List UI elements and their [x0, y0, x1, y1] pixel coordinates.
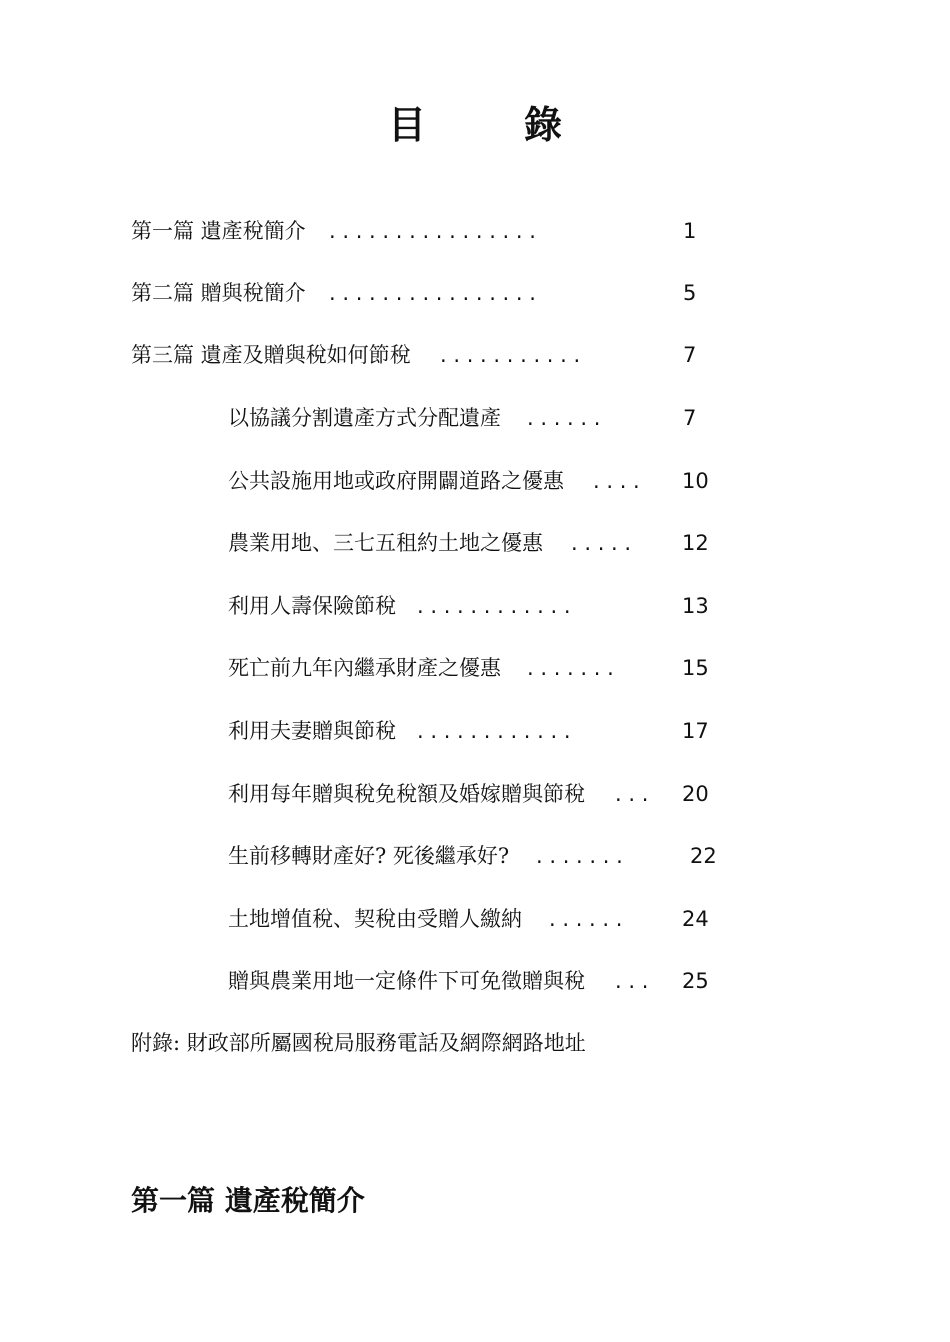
toc-entry[interactable]	[131, 216, 731, 246]
toc-entry-label: 利用每年贈與稅免稅額及婚嫁贈與節稅	[228, 782, 585, 806]
toc-entry-page: 12	[682, 531, 709, 555]
toc-entry-leader: . . . . . . . . . . . . . . . .	[329, 281, 536, 305]
toc-entry-label: 生前移轉財產好? 死後繼承好?	[228, 844, 510, 868]
toc-entry[interactable]	[228, 841, 728, 871]
toc-entry-leader: . . . .	[593, 469, 640, 493]
toc-entry-label: 利用夫妻贈與節稅	[228, 719, 396, 743]
toc-entry-leader: . . . . .	[571, 531, 632, 555]
toc-entry-page: 17	[682, 719, 709, 743]
toc-entry-label: 農業用地、三七五租約土地之優惠	[228, 531, 543, 555]
toc-entry-leader: . . . . . . . . . . . .	[417, 594, 571, 618]
toc-entry-label: 利用人壽保險節稅	[228, 594, 396, 618]
toc-entry[interactable]	[228, 966, 728, 996]
appendix-entry[interactable]: 附錄: 財政部所屬國稅局服務電話及網際網路地址	[131, 1031, 586, 1055]
toc-entry-leader: . . . . . . .	[527, 656, 614, 680]
toc-entry-leader: . . . . . . . . . . . . . . . .	[329, 219, 536, 243]
toc-entry[interactable]	[228, 591, 728, 621]
toc-entry-page: 10	[682, 469, 709, 493]
toc-entry-label: 第三篇 遺產及贈與稅如何節稅	[131, 343, 411, 367]
toc-entry[interactable]	[228, 466, 728, 496]
toc-entry[interactable]	[228, 904, 728, 934]
toc-entry[interactable]	[228, 403, 728, 433]
toc-entry-leader: . . . . . . . . . . .	[440, 343, 581, 367]
toc-entry-page: 13	[682, 594, 709, 618]
toc-entry-leader: . . . . . .	[549, 907, 623, 931]
toc-entry-label: 土地增值稅、契稅由受贈人繳納	[228, 907, 522, 931]
toc-title: 目 錄	[387, 102, 592, 147]
toc-entry-leader: . . . . . . .	[536, 844, 623, 868]
toc-entry[interactable]	[228, 528, 728, 558]
toc-entry[interactable]	[131, 340, 731, 370]
toc-entry-leader: . . . . . . . . . . . .	[417, 719, 571, 743]
toc-entry[interactable]	[228, 779, 728, 809]
toc-entry-page: 25	[682, 969, 709, 993]
toc-entry[interactable]	[228, 653, 728, 683]
toc-entry-label: 第二篇 贈與稅簡介	[131, 281, 306, 305]
toc-entry-page: 7	[683, 343, 697, 367]
toc-entry-leader: . . .	[615, 969, 649, 993]
toc-entry-page: 5	[683, 281, 697, 305]
toc-entry[interactable]	[228, 716, 728, 746]
toc-entry-page: 24	[682, 907, 709, 931]
toc-entry-page: 15	[682, 656, 709, 680]
toc-entry-label: 贈與農業用地一定條件下可免徵贈與稅	[228, 969, 585, 993]
toc-entry-label: 公共設施用地或政府開闢道路之優惠	[228, 469, 564, 493]
toc-entry-page: 7	[683, 406, 697, 430]
toc-entry-page: 20	[682, 782, 709, 806]
toc-entry-leader: . . .	[615, 782, 649, 806]
toc-entry-leader: . . . . . .	[527, 406, 601, 430]
toc-entry[interactable]	[131, 278, 731, 308]
section-heading: 第一篇 遺產稅簡介	[131, 1184, 365, 1217]
toc-entry-page: 22	[690, 844, 717, 868]
toc-entry-label: 第一篇 遺產稅簡介	[131, 219, 306, 243]
toc-entry-label: 死亡前九年內繼承財產之優惠	[228, 656, 501, 680]
toc-entry-page: 1	[683, 219, 697, 243]
toc-entry-label: 以協議分割遺產方式分配遺產	[228, 406, 501, 430]
